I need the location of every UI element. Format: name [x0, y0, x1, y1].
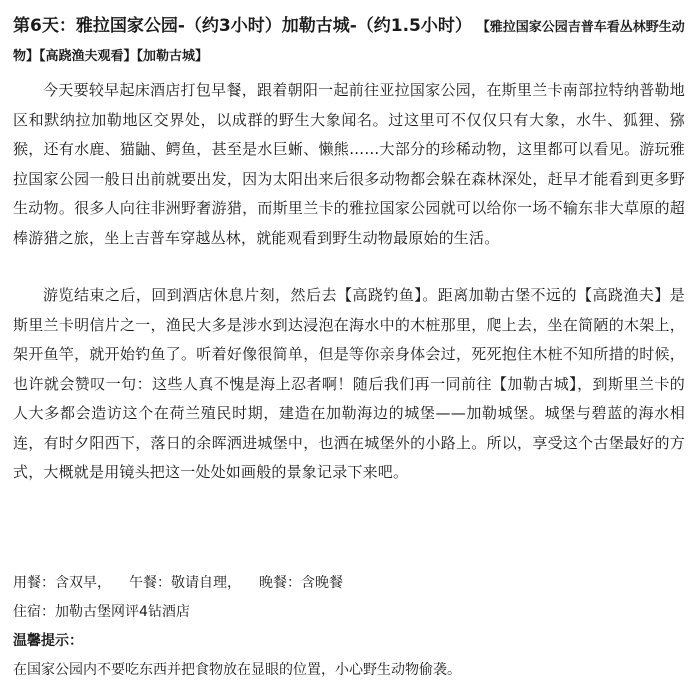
meal-dinner: 晚餐：含晚餐: [259, 575, 343, 591]
day-tags: 【雅拉国家公园吉普车看丛林野生动物】【高跷渔夫观看】【加勒古城】: [13, 20, 685, 64]
meal-breakfast: 用餐：含双早，: [13, 575, 111, 591]
tips-text: 在国家公园内不要吃东西并把食物放在显眼的位置，小心野生动物偷袭。: [13, 662, 461, 678]
tips-title: 温馨提示：: [13, 633, 83, 649]
hotel-line: 住宿：加勒古堡网评4钻酒店: [13, 604, 190, 620]
meal-lunch: 午餐：敬请自理，: [129, 575, 241, 591]
meals-line: [13, 573, 343, 593]
day-title: 第6天：雅拉国家公园-（约3小时）加勒古城-（约1.5小时）: [13, 16, 472, 36]
day-heading: [13, 12, 685, 71]
paragraph-yala-park: 今天要较早起床酒店打包早餐，跟着朝阳一起前往亚拉国家公园，在斯里兰卡南部拉特纳普勒地区和默纳拉加勒地区交界处，以成群的野生大象闻名。过这里可不仅仅只有大象，水牛、狐狸、猕猴，还有水鹿、猫鼬、鳄鱼，甚至是水巨蜥、懒熊……大部分的珍稀动物，这里都可以看见。游玩雅拉国家公园一般日出前就要出发，因为太阳出来后很多动物都会躲在森林深处，赶早才能看到更多野生动物。很多人向往非洲野奢游猎，而斯里兰卡的雅拉国家公园就可以给你一场不输东非大草原的超棒游猎之旅，坐上吉普车穿越丛林，就能观看到野生动物最原始的生活。: [13, 81, 685, 247]
paragraph-galle-fort: 游览结束之后，回到酒店休息片刻，然后去【高跷钓鱼】。距离加勒古堡不远的【高跷渔夫】是斯里兰卡明信片之一，渔民大多是涉水到达浸泡在海水中的木桩那里，爬上去，坐在简陋的木架上，架开鱼竿，就开始钓鱼了。听着好像很简单，但是等你亲身体会过，死死抱住木桩不知所措的时候，也许就会赞叹一句：这些人真不愧是海上忍者啊！随后我们再一同前往【加勒古城】，到斯里兰卡的人大多都会造访这个在荷兰殖民时期，建造在加勒海边的城堡——加勒城堡。城堡与碧蓝的海水相连，有时夕阳西下，落日的余晖洒进城堡中，也洒在城堡外的小路上。所以，享受这个古堡最好的方式，大概就是用镜头把这一处处如画般的景象记录下来吧。: [13, 286, 685, 481]
